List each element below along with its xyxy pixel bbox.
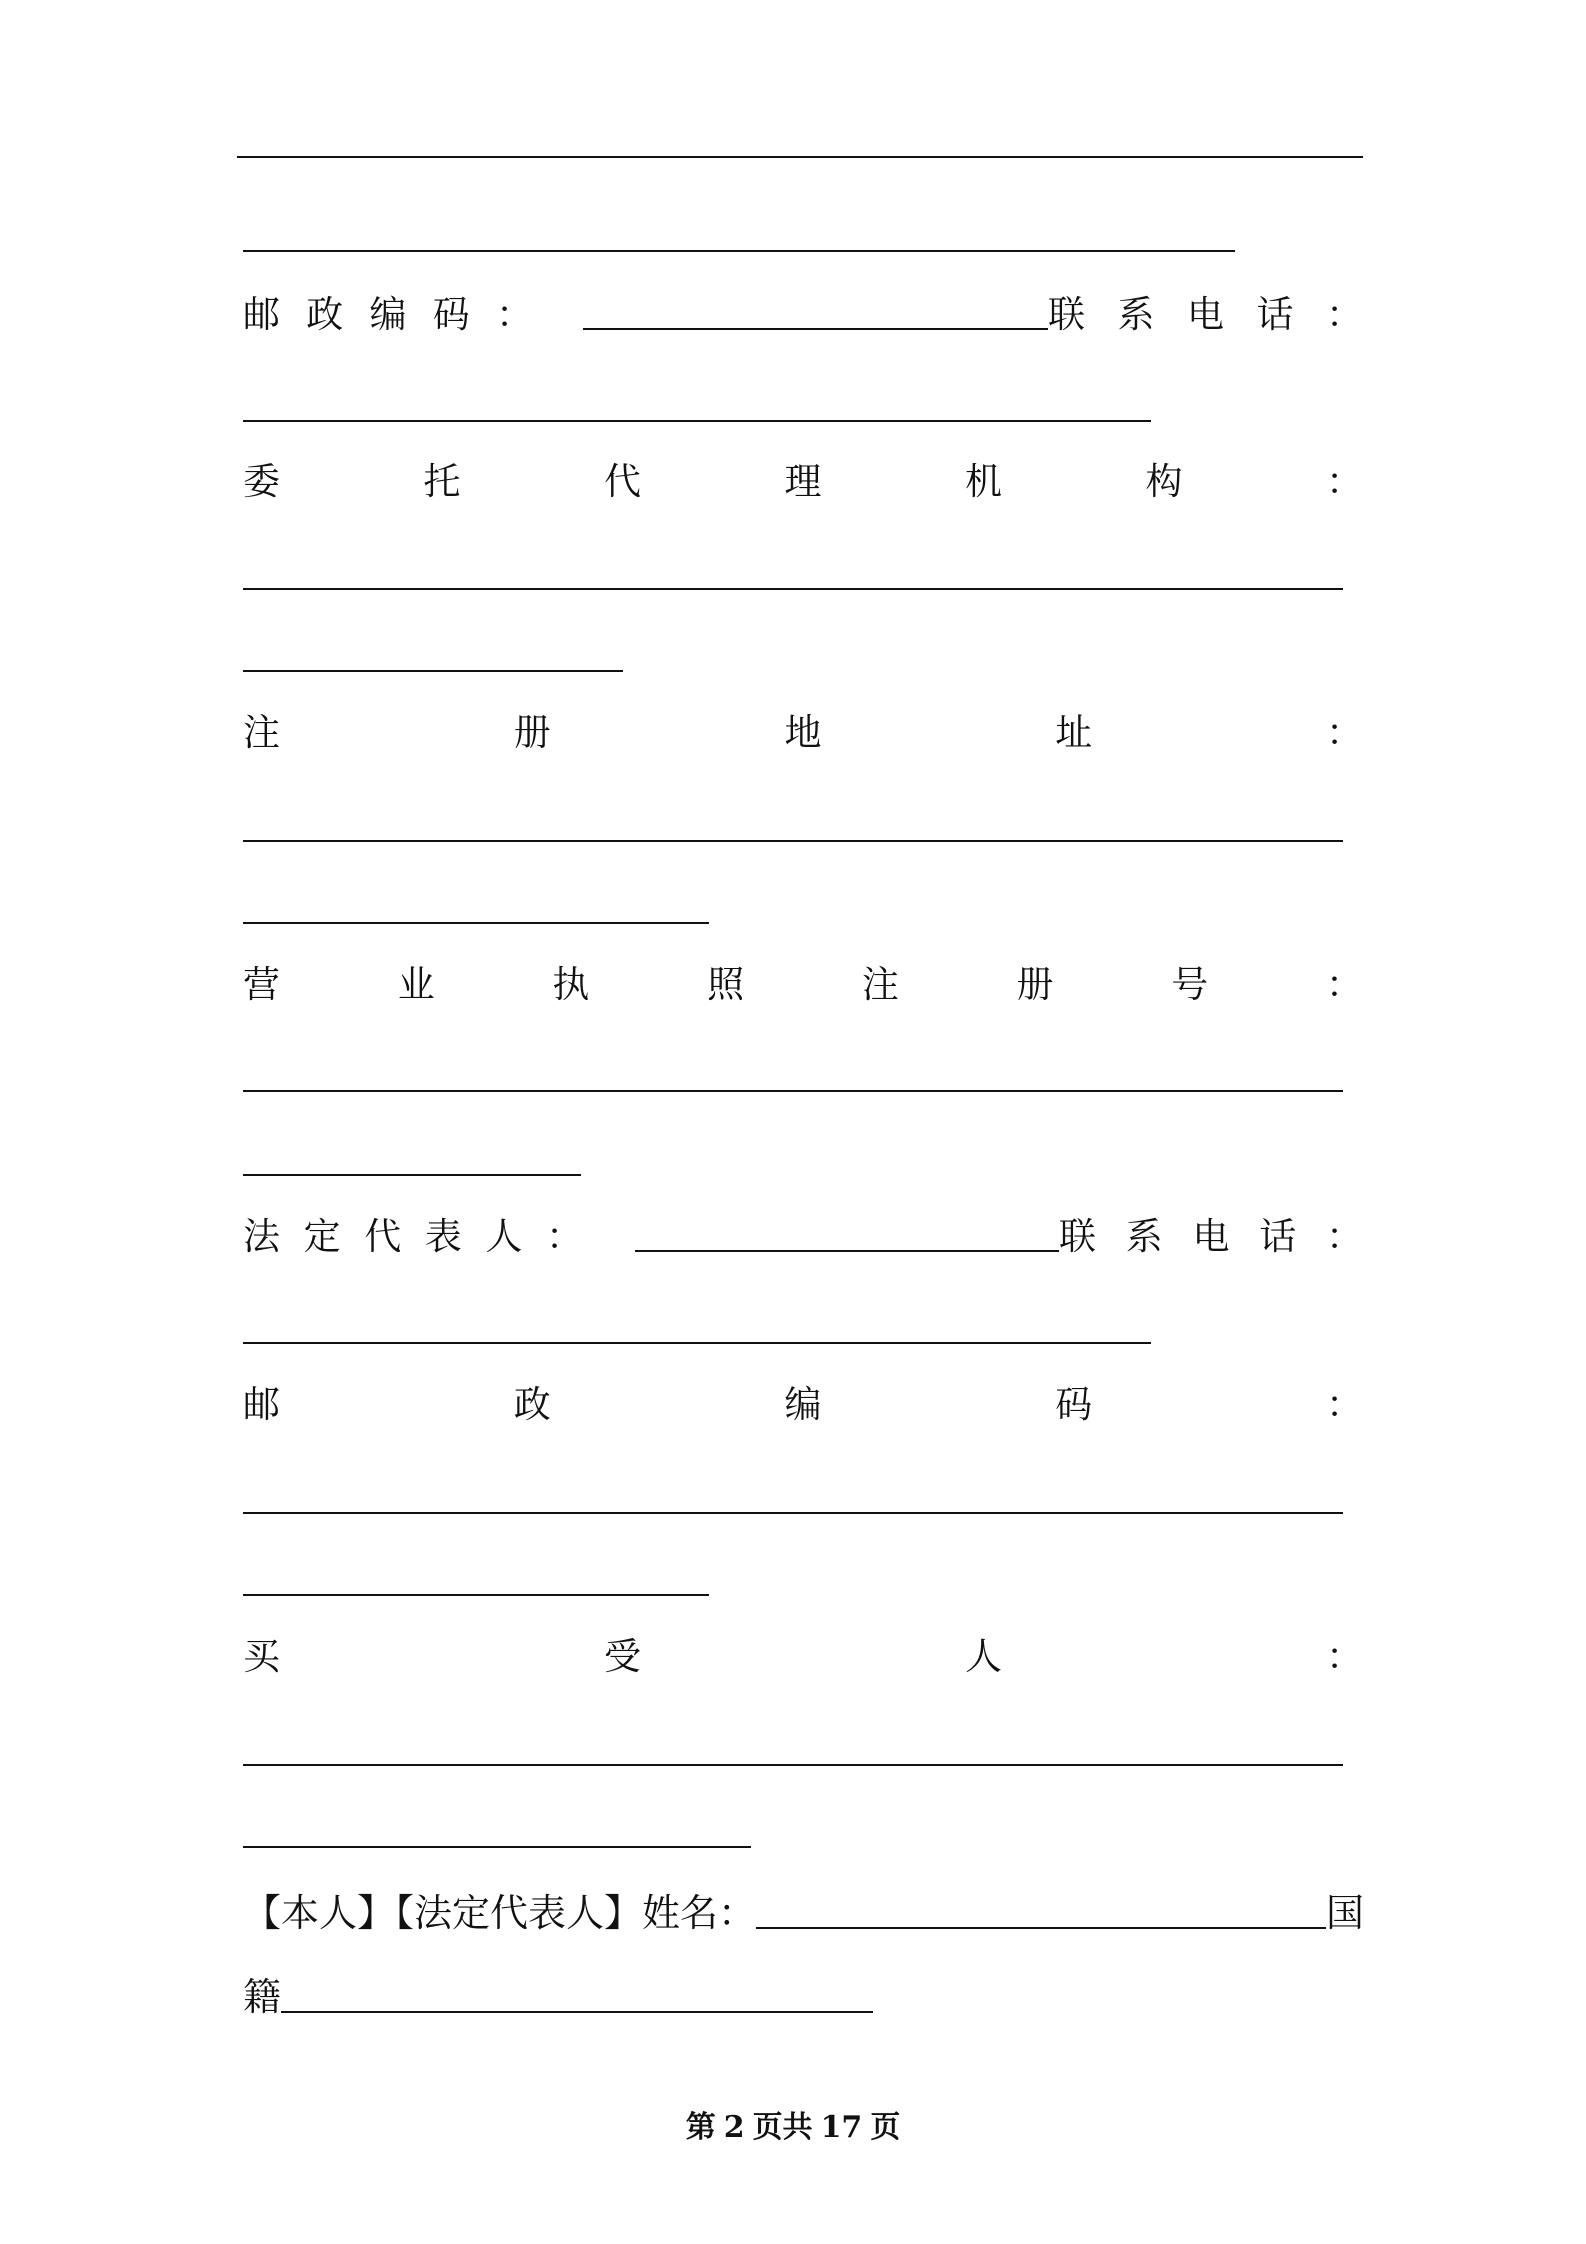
label-char: ： <box>1326 711 1363 754</box>
buyer-row <box>243 1630 1363 1680</box>
label-char: 法 <box>243 1215 280 1258</box>
label-char: 册 <box>1016 963 1054 1006</box>
label-char: 注 <box>243 711 280 754</box>
label-char: 话 <box>1256 293 1294 336</box>
label-char: 委 <box>243 460 280 503</box>
license-row <box>243 958 1363 1008</box>
label-char: 营 <box>243 963 280 1006</box>
agency-blank-cont[interactable] <box>243 670 623 672</box>
footer-prefix: 第 <box>685 2110 716 2145</box>
label-char: 政 <box>513 1383 551 1426</box>
nationality-row <box>243 1966 873 2021</box>
reg-address-blank-cont[interactable] <box>243 922 709 924</box>
label-char: 构 <box>1145 460 1183 503</box>
label-char: 人 <box>485 1215 523 1258</box>
label-char: ： <box>496 293 533 336</box>
label-char: 地 <box>784 711 822 754</box>
label-char: 册 <box>513 711 551 754</box>
license-blank-cont[interactable] <box>243 1174 581 1176</box>
postal-code-blank[interactable] <box>583 328 1048 330</box>
reg-address-blank[interactable] <box>243 840 1343 842</box>
label-char: 表 <box>424 1215 462 1258</box>
postal-code-label <box>243 284 533 338</box>
header-rule <box>237 156 1363 158</box>
person-name-blank[interactable] <box>756 1927 1326 1929</box>
label-char: 系 <box>1117 293 1155 336</box>
label-char: 电 <box>1192 1215 1230 1258</box>
label-char: 电 <box>1187 293 1224 336</box>
label-char: 址 <box>1055 711 1093 754</box>
nationality-label-end: 籍 <box>243 1975 282 2019</box>
postal-code-2-blank-cont[interactable] <box>243 1594 709 1596</box>
blank-line <box>243 250 1235 252</box>
footer-middle: 页共 <box>752 2110 813 2145</box>
license-blank[interactable] <box>243 1090 1343 1092</box>
person-name-label: 【本人】【法定代表人】姓名： <box>243 1891 757 1935</box>
label-char: ： <box>1326 293 1363 336</box>
label-char: 邮 <box>243 1383 280 1426</box>
label-char: 代 <box>604 460 641 503</box>
label-char: 号 <box>1171 963 1209 1006</box>
nationality-blank[interactable] <box>281 2011 873 2013</box>
contact-phone-2-blank[interactable] <box>243 1342 1151 1344</box>
postal-phone-row <box>243 288 1363 338</box>
footer-total-pages: 17 <box>820 2110 863 2145</box>
contact-phone-label <box>1048 284 1363 338</box>
label-char: 编 <box>784 1383 822 1426</box>
agency-blank[interactable] <box>243 588 1343 590</box>
reg-address-row <box>243 706 1363 756</box>
label-char: ： <box>545 1215 583 1258</box>
label-char: 联 <box>1048 293 1085 336</box>
label-char: 联 <box>1059 1215 1096 1258</box>
label-char: 买 <box>243 1635 280 1678</box>
footer-suffix: 页 <box>870 2110 901 2145</box>
label-char: 业 <box>397 963 435 1006</box>
label-char: 系 <box>1125 1215 1163 1258</box>
buyer-blank[interactable] <box>243 1764 1343 1766</box>
postal-code-2-blank[interactable] <box>243 1512 1343 1514</box>
label-char: 政 <box>306 293 344 336</box>
label-char: ： <box>1326 460 1363 503</box>
label-char: 邮 <box>243 293 280 336</box>
label-char: 托 <box>423 460 461 503</box>
agency-row <box>243 455 1363 505</box>
label-char: 代 <box>364 1215 402 1258</box>
label-char: 话 <box>1259 1215 1297 1258</box>
label-char: 编 <box>369 293 407 336</box>
legal-rep-row <box>243 1210 1363 1260</box>
label-char: ： <box>1326 1383 1363 1426</box>
buyer-blank-cont[interactable] <box>243 1846 751 1848</box>
contact-phone-blank[interactable] <box>243 420 1151 422</box>
label-char: 执 <box>552 963 590 1006</box>
page-footer <box>0 2102 1586 2146</box>
legal-rep-label <box>243 1206 583 1260</box>
label-char: 定 <box>303 1215 341 1258</box>
postal-code-2-row <box>243 1378 1363 1428</box>
contact-phone-2-label <box>1059 1206 1363 1260</box>
label-char: ： <box>1326 1215 1363 1258</box>
footer-page-number: 2 <box>723 2110 745 2145</box>
label-char: 注 <box>861 963 899 1006</box>
label-char: 机 <box>965 460 1002 503</box>
label-char: ： <box>1326 1635 1363 1678</box>
person-name-row <box>243 1882 1364 1937</box>
label-char: 码 <box>1055 1383 1093 1426</box>
nationality-label-start: 国 <box>1326 1891 1365 1935</box>
legal-rep-blank[interactable] <box>635 1250 1059 1252</box>
label-char: ： <box>1325 963 1363 1006</box>
label-char: 照 <box>707 963 745 1006</box>
label-char: 人 <box>965 1635 1002 1678</box>
label-char: 受 <box>604 1635 641 1678</box>
label-char: 理 <box>784 460 822 503</box>
label-char: 码 <box>432 293 470 336</box>
